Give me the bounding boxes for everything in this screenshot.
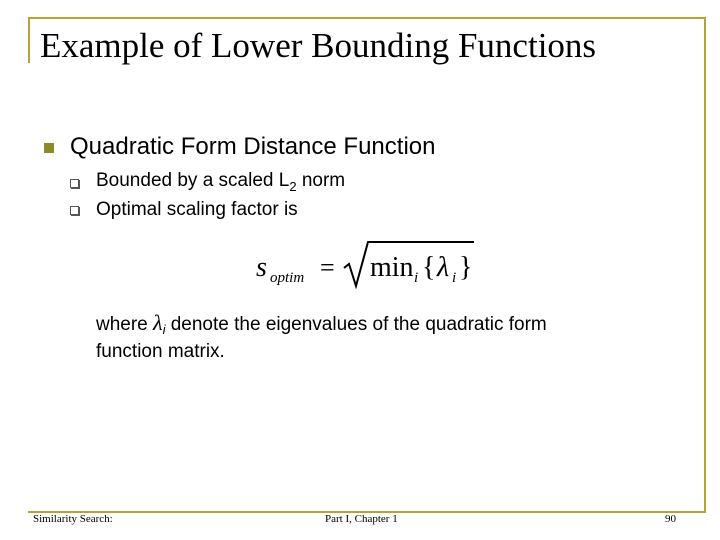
formula-open-brace: { <box>422 252 436 283</box>
scaling-factor-formula <box>256 238 486 292</box>
lambda-subscript: i <box>162 322 166 337</box>
frame-left-line <box>28 17 30 63</box>
formula-lhs-sub: optim <box>270 270 305 286</box>
frame-top-line <box>28 17 706 19</box>
formula-min-sub: i <box>414 270 419 286</box>
formula-lhs: s <box>256 252 267 283</box>
slide-title: Example of Lower Bounding Functions <box>40 26 597 65</box>
sub-bullet-bounded-text: Bounded by a scaled L <box>96 170 290 191</box>
explanation-line-1 <box>96 310 547 339</box>
l2-subscript: 2 <box>289 179 297 194</box>
formula-lambda-sub: i <box>452 270 457 286</box>
hollow-square-bullet-icon <box>70 206 79 215</box>
hollow-square-bullet-icon <box>70 179 79 188</box>
footer-center: Part I, Chapter 1 <box>325 513 398 525</box>
sub-bullet-scaling: Optimal scaling factor is <box>96 199 298 220</box>
explanation-line-2: function matrix. <box>96 341 225 362</box>
formula-lambda: λ <box>437 252 450 283</box>
formula-close-brace: } <box>459 252 473 283</box>
page-number: 90 <box>665 513 676 525</box>
bullet-quadratic-form: Quadratic Form Distance Function <box>70 133 436 160</box>
frame-right-line <box>704 17 706 513</box>
formula-min: min <box>370 252 414 283</box>
sub-bullet-bounded <box>96 170 345 192</box>
lambda-symbol: λ <box>153 310 163 335</box>
where-line1-suffix: denote the eigenvalues of the quadratic form <box>165 314 547 335</box>
formula-equals: = <box>320 253 335 282</box>
footer-left: Similarity Search: <box>33 513 113 525</box>
square-bullet-icon <box>44 143 54 153</box>
sub-bullet-bounded-suffix: norm <box>296 170 346 191</box>
eigenvalue-explanation <box>96 310 547 365</box>
where-prefix: where <box>96 314 154 335</box>
